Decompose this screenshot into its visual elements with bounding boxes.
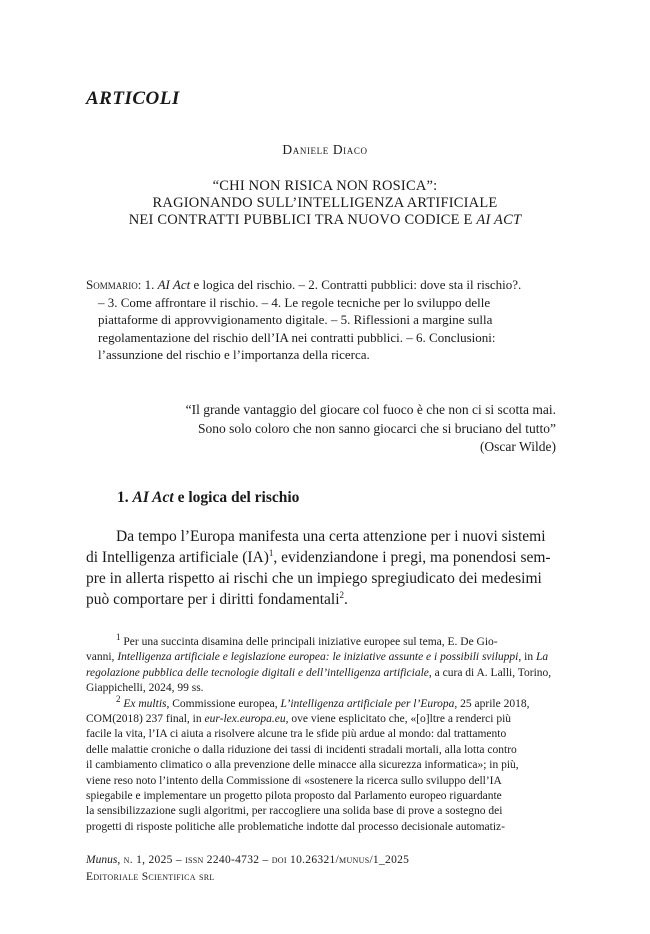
body-paragraph <box>86 526 558 610</box>
footnote-2-line-1b: , 25 aprile 2018, <box>454 697 530 710</box>
summary-line-3: piattaforme di approvvigionamento digitale. – 5. Riflessioni a margine sulla <box>98 312 493 328</box>
footnote-2-line-1i: Ex multis <box>123 697 167 710</box>
heading-rest: e logica del rischio <box>173 489 300 506</box>
section-heading: ARTICOLI <box>86 88 180 109</box>
body-line-4a: può comportare per i diritti fondamentali <box>86 591 340 608</box>
summary-line-5: l’assunzione del rischio e l’importanza della ricerca. <box>98 347 370 363</box>
footnote-1-line-2b: , in <box>518 651 536 664</box>
epigraph-attribution: (Oscar Wilde) <box>479 439 556 454</box>
title-line-3-italic: AI ACT <box>476 212 522 228</box>
footnote-2-line-2b: , ove viene esplicitato che, «[o]ltre a renderci più <box>285 713 512 726</box>
footnote-1-line-2i: Intelligenza artificiale e legislazione europea: le iniziative assunte e i possibili sviluppi <box>117 651 519 664</box>
footnote-1 <box>86 632 558 697</box>
epigraph-line-1: “Il grande vantaggio del giocare col fuoco è che non ci si scotta mai. <box>185 402 556 417</box>
page-footer <box>86 852 409 886</box>
footnote-1-mark: 1 <box>116 632 121 643</box>
title-line-3 <box>60 212 590 229</box>
summary-text-1c: e logica del rischio. – 2. Contratti pubblici: dove sta il rischio?. <box>190 277 522 292</box>
footer-journal: Munus <box>86 854 118 866</box>
footnote-2-line-8: la sensibilizzazione sugli algoritmi, per raccogliere una solida base di prove a sostegno dei <box>86 805 503 818</box>
footnote-1-line-1: Per una succinta disamina delle principali iniziative europee sul tema, E. De Gio- <box>123 636 498 648</box>
footnote-1-line-2a: vanni, <box>86 651 118 664</box>
footnote-2-line-1a: , Commissione europea, <box>166 697 281 710</box>
footnote-2-line-9: progetti di risposte politiche alle problematiche indotte dal processo decisionale automatiz- <box>86 820 505 833</box>
footnote-2-line-7: spiegabile e implementare un progetto pilota proposto dal Parlamento europeo riguardante <box>86 790 502 803</box>
footnote-1-line-4: Giappichelli, 2024, 99 ss. <box>86 682 204 695</box>
body-line-4b: . <box>344 591 348 608</box>
body-line-1: Da tempo l’Europa manifesta una certa attenzione per i nuovi sistemi <box>116 528 546 545</box>
summary-label: Sommario <box>86 277 138 292</box>
author-name: Daniele Diaco <box>282 142 368 157</box>
epigraph-line-2: Sono solo coloro che non sanno giocarci che si bruciano del tutto” <box>197 420 556 436</box>
footnotes <box>86 632 558 835</box>
summary-text-1a: : 1. <box>137 277 158 292</box>
article-title <box>60 178 590 229</box>
footnote-2-line-2a: COM(2018) 237 final, in <box>86 713 205 726</box>
footnote-1-line-2i2: La <box>535 651 549 664</box>
footnote-1-line-3i: regolazione pubblica delle tecnologie digitali e dell’intelligenza artificiale <box>86 666 429 679</box>
footer-citation-text: , n. 1, 2025 – issn 2240-4732 – doi 10.26321/munus/1_2025 <box>117 854 410 866</box>
heading-number: 1. <box>117 489 133 506</box>
summary-line-2: – 3. Come affrontare il rischio. – 4. Le regole tecniche per lo sviluppo delle <box>98 294 491 310</box>
footnote-2-line-6: viene reso noto l’intento della Commissione di «sostenere la ricerca sullo sviluppo dell’IA <box>86 774 502 787</box>
summary-block <box>86 276 558 364</box>
footnote-ref-1[interactable]: 1 <box>268 547 274 558</box>
title-line-1: “CHI NON RISICA NON ROSICA”: <box>212 178 438 194</box>
heading-italic: AI Act <box>132 489 174 506</box>
footnote-2-line-3: facile la vita, l’IA ci aiuta a risolvere alcune tra le sfide più ardue al mondo: dal trattamento <box>86 728 507 741</box>
section-1-heading <box>117 489 299 507</box>
footnote-2-line-1i2: L’intelligenza artificiale per l’Europa <box>280 697 455 710</box>
summary-line-4: regolamentazione del rischio dell’IA nei contratti pubblici. – 6. Conclusioni: <box>98 329 496 345</box>
footnote-2-line-4: delle malattie croniche o dalla riduzione dei tassi di incidenti stradali mortali, alla lotta contro <box>86 743 517 756</box>
summary-text-1b: AI Act <box>157 277 191 292</box>
body-line-2b: , evidenziandone i pregi, ma ponendosi sem- <box>273 549 551 566</box>
footnote-2-link[interactable]: eur-lex.europa.eu <box>204 713 286 726</box>
footnote-2 <box>86 693 558 836</box>
body-line-4 <box>86 589 558 610</box>
footnote-2-mark: 2 <box>116 693 121 704</box>
body-line-2 <box>86 547 558 568</box>
footnote-ref-2[interactable]: 2 <box>339 589 345 600</box>
title-line-3-text: NEI CONTRATTI PUBBLICI TRA NUOVO CODICE E <box>128 212 477 228</box>
epigraph <box>150 401 556 457</box>
title-line-2: RAGIONANDO SULL’INTELLIGENZA ARTIFICIALE <box>152 195 498 211</box>
footnote-1-line-3b: , a cura di A. Lalli, Torino, <box>428 666 552 679</box>
footer-citation <box>86 852 409 869</box>
body-line-2a: di Intelligenza artificiale (IA) <box>86 549 269 566</box>
footnote-2-line-5: il cambiamento climatico o alla prevenzione delle minacce alla sicurezza informatica»; in più, <box>86 759 519 772</box>
body-line-3: pre in allerta rispetto ai rischi che un impiego spregiudicato dei medesimi <box>86 570 542 587</box>
footer-publisher: Editoriale Scientifica srl <box>86 871 215 883</box>
